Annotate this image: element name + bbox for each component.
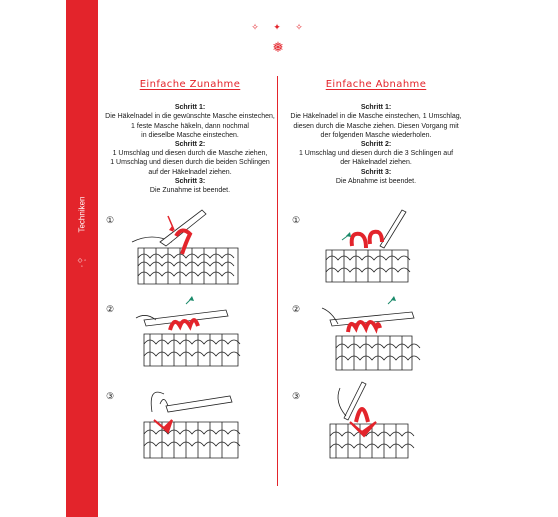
step-label: Schritt 2:	[174, 141, 206, 149]
step-label: Schritt 1:	[360, 104, 392, 112]
figure-number: ②	[292, 304, 301, 314]
top-ornament: ✧ ✦ ✧	[251, 22, 309, 32]
step-label: Schritt 1:	[174, 104, 206, 112]
increase-illustration-1	[130, 206, 242, 286]
figure-number: ③	[106, 391, 115, 401]
increase-illustration-3	[130, 382, 242, 462]
increase-illustration-2	[130, 294, 242, 374]
figure-number: ②	[106, 304, 115, 314]
increase-step-3	[104, 177, 276, 195]
step-text: 1 Umschlag und diesen durch die Masche ziehen, 1 Umschlag und diesen durch die beiden Schlingen auf der Häkelnadel ziehen.	[110, 150, 270, 176]
step-label: Schritt 2:	[360, 141, 392, 149]
step-label: Schritt 3:	[360, 168, 392, 176]
decrease-illustration-1	[322, 206, 422, 286]
figure-number: ①	[292, 215, 301, 225]
step-text: Die Häkelnadel in die gewünschte Masche einstechen, 1 feste Masche häkeln, dann nochmal in dieselbe Masche einstechen.	[105, 113, 275, 139]
decrease-title: Einfache Abnahme	[325, 79, 427, 90]
step-text: Die Abnahme ist beendet.	[335, 177, 417, 185]
figure-number: ①	[106, 215, 115, 225]
sidebar-label: Techniken	[77, 196, 87, 233]
sidebar-dots: ◇ ◦ ◦	[77, 258, 87, 270]
decrease-illustration-3	[322, 382, 422, 462]
increase-step-1	[104, 103, 276, 140]
step-text: Die Zunahme ist beendet.	[149, 187, 231, 195]
decrease-illustration-2	[322, 294, 422, 374]
step-text: Die Häkelnadel in die Masche einstechen, 1 Umschlag, diesen durch die Masche ziehen. Diesen Vorgang mit der folgenden Masche wiederholen.	[290, 113, 462, 139]
increase-step-2	[104, 140, 276, 177]
increase-column	[104, 80, 276, 195]
decrease-step-2	[286, 140, 466, 168]
step-label: Schritt 3:	[174, 177, 206, 185]
column-divider	[277, 76, 278, 486]
decrease-step-3	[286, 168, 466, 186]
step-text: 1 Umschlag und diesen durch die 3 Schlingen auf der Häkelnadel ziehen.	[298, 150, 454, 167]
figure-number: ③	[292, 391, 301, 401]
snowflake-icon: ❅	[272, 39, 284, 55]
decrease-step-1	[286, 103, 466, 140]
decrease-column	[286, 80, 466, 186]
increase-title: Einfache Zunahme	[139, 79, 241, 90]
